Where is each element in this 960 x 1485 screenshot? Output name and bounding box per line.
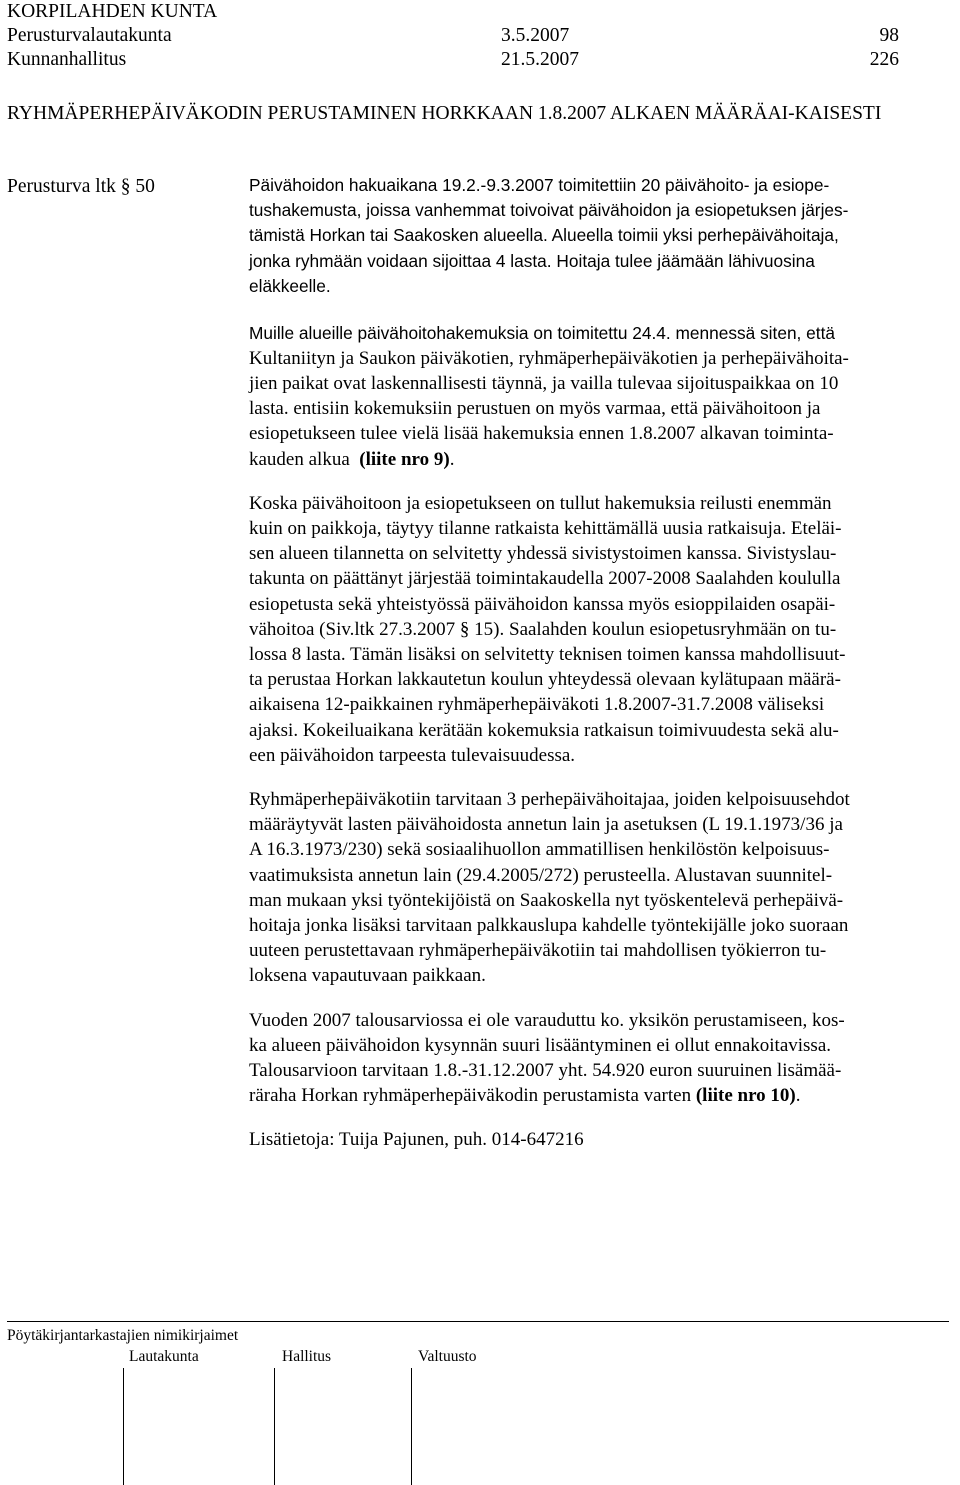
text-line: eläkkeelle. xyxy=(249,275,331,296)
header-row-1 xyxy=(7,24,899,48)
text-line: sen alueen tilannetta on selvitetty yhdessä sivistystoimen kanssa. Sivistyslau- xyxy=(249,543,837,565)
text-span: räraha Horkan ryhmäperhepäiväkodin perustamista varten xyxy=(249,1085,692,1107)
header-page-number: 98 xyxy=(879,25,899,46)
text-line: ta perustaa Horkan lakkautetun koulun yhteydessä olevaan kylätupaan määrä- xyxy=(249,669,841,691)
text-line: een päivähoidon tarpeesta tulevaisuudessa. xyxy=(249,744,576,766)
text-line: Muille alueille päivähoitohakemuksia on toimitettu 24.4. mennessä siten, että xyxy=(249,322,835,343)
text-line: Päivähoidon hakuaikana 19.2.-9.3.2007 toimitettiin 20 päivähoito- ja esiope- xyxy=(249,175,830,195)
text-line xyxy=(249,1083,957,1108)
text-span: . xyxy=(795,1085,801,1107)
text-line: hoitaja jonka lisäksi tarvitaan palkkauslupa kahdelle työntekijälle joko suoraan xyxy=(249,914,849,936)
paragraph-other-areas-intro xyxy=(249,321,957,346)
header-meeting-date: 3.5.2007 xyxy=(501,25,570,46)
contact-info: Lisätietoja: Tuija Pajunen, puh. 014-647216 xyxy=(249,1129,584,1151)
text-line: takunta on päättänyt järjestää toimintakaudella 2007-2008 Saalahden koululla xyxy=(249,568,841,590)
signature-box-divider xyxy=(411,1368,412,1485)
text-line: vaatimuksista annetun lain (29.4.2005/272) perusteella. Alustavan suunnitel- xyxy=(249,864,833,886)
text-line: jonka ryhmään voidaan sijoittaa 4 lasta. Hoitaja tulee jäämään lähivuosina xyxy=(249,250,815,271)
text-line: aikaisena 12-paikkainen ryhmäperhepäiväkoti 1.8.2007-31.7.2008 väliseksi xyxy=(249,694,825,716)
text-line: Ryhmäperhepäiväkotiin tarvitaan 3 perhepäivähoitajaa, joiden kelpoisuusehdot xyxy=(249,788,850,810)
text-line: määräytyvät lasten päivähoidosta annetun lain ja asetuksen (L 19.1.1973/36 ja xyxy=(249,814,843,836)
text-line: Kultaniityn ja Saukon päiväkotien, ryhmäperhepäiväkotien ja perhepäivähoita- xyxy=(249,347,849,369)
footer-divider xyxy=(7,1321,949,1322)
header-meeting-date: 21.5.2007 xyxy=(501,49,579,70)
header-page-number: 226 xyxy=(869,49,899,70)
document-title: RYHMÄPERHEPÄIVÄKODIN PERUSTAMINEN HORKKAAN 1.8.2007 ALKAEN MÄÄRÄAI-KAISESTI xyxy=(7,103,882,124)
signature-box-divider xyxy=(274,1368,275,1485)
text-line: kuin on paikkoja, täytyy tilanne ratkaista kehittämällä uusia ratkaisuja. Eteläi- xyxy=(249,517,842,539)
footer-signature-label: Pöytäkirjantarkastajien nimikirjaimet xyxy=(7,1327,239,1344)
text-line: lasta. entisiin kokemuksiin perustuen on myös varmaa, että päivähoitoon ja xyxy=(249,398,821,420)
footer-column-valtuusto: Valtuusto xyxy=(418,1348,477,1365)
paragraph-other-areas xyxy=(249,346,957,472)
header-row-2 xyxy=(7,48,899,72)
text-line: A 16.3.1973/230) sekä sosiaalihuollon ammatillisen henkilöstön kelpoisuus- xyxy=(249,839,830,861)
text-line: kauden alkua (liite nro 9). xyxy=(249,448,455,470)
paragraph-applications xyxy=(249,173,957,299)
header-body-name: Perusturvalautakunta xyxy=(7,25,172,46)
paragraph-staffing xyxy=(249,787,957,989)
organization-name: KORPILAHDEN KUNTA xyxy=(7,1,218,22)
text-line: tämistä Horkan tai Saakosken alueella. Alueella toimii yksi perhepäivähoitaja, xyxy=(249,225,839,246)
text-line: jien paikat ovat laskennallisesti täynnä, ja vailla tulevaa sijoituspaikkaa on 10 xyxy=(249,372,839,394)
paragraph-contact xyxy=(249,1127,957,1152)
header-body-name: Kunnanhallitus xyxy=(7,49,127,70)
text-line: man mukaan yksi työntekijöistä on Saakoskella nyt työskentelevä perhepäivä- xyxy=(249,889,844,911)
attachment-ref: (liite nro 9) xyxy=(359,448,450,470)
document-body xyxy=(249,173,957,1153)
text-line: ka alueen päivähoidon kysynnän suuri lisääntyminen ei ollut ennakoitavissa. xyxy=(249,1034,832,1056)
attachment-ref: (liite nro 10) xyxy=(695,1085,796,1107)
text-line: lossa 8 lasta. Tämän lisäksi on selvitetty teknisen toimen kanssa mahdollisuut- xyxy=(249,643,846,665)
text-line: tushakemusta, joissa vanhemmat toivoivat päivähoidon ja esiopetuksen järjes- xyxy=(249,200,849,221)
text-line: ajaksi. Kokeiluaikana kerätään kokemuksia ratkaisun toimivuudesta sekä alu- xyxy=(249,719,839,741)
footer-column-hallitus: Hallitus xyxy=(282,1348,332,1365)
text-line: loksena vapautuvaan paikkaan. xyxy=(249,965,486,987)
text-line: vähoitoa (Siv.ltk 27.3.2007 § 15). Saalahden koulun esiopetusryhmään on tu- xyxy=(249,618,837,640)
text-line: esiopetukseen tulee vielä lisää hakemuksia ennen 1.8.2007 alkavan toiminta- xyxy=(249,423,834,445)
footer-column-lautakunta: Lautakunta xyxy=(129,1348,199,1365)
text-line: Talousarvioon tarvitaan 1.8.-31.12.2007 yht. 54.920 euron suuruinen lisämää- xyxy=(249,1060,842,1081)
signature-box-divider xyxy=(123,1368,124,1485)
paragraph-budget xyxy=(249,1008,957,1109)
text-span: kauden alkua xyxy=(249,448,350,470)
text-line: esiopetusta sekä yhteistyössä päivähoidon kanssa myös esioppilaiden osapäi- xyxy=(249,593,836,615)
text-line: uuteen perustettavaan ryhmäperhepäiväkotiin tai mahdollisen työkierron tu- xyxy=(249,940,827,962)
text-line: Koska päivähoitoon ja esiopetukseen on tullut hakemuksia reilusti enemmän xyxy=(249,492,832,514)
section-reference: Perusturva ltk § 50 xyxy=(7,176,155,197)
paragraph-solution xyxy=(249,491,957,768)
text-line: Vuoden 2007 talousarviossa ei ole varauduttu ko. yksikön perustamiseen, kos- xyxy=(249,1009,845,1031)
